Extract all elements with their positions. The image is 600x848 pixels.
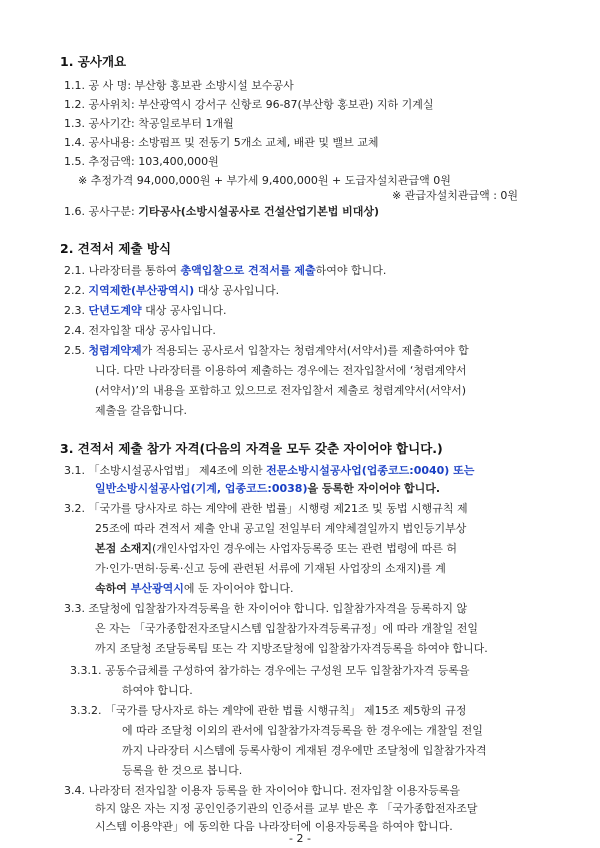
s2-line-4: 2.4. 전자입찰 대상 공사입니다. [64,324,216,337]
s3-2-line-4: 가·인가·면허·등록·신고 등에 관련된 서류에 기재된 사업장의 소재지)를 계 [95,562,446,575]
s2-l2-post: 대상 공사입니다. [194,284,280,297]
s2-line-7: (서약서)’의 내용을 포함하고 있으므로 전자입찰서 제출로 청렴계약서(서약서) [95,384,467,397]
s3-3-2-line-4: 등록을 한 것으로 봅니다. [122,764,243,777]
s1-category-label: 1.6. 공사구분: [64,205,139,218]
s1-line-gov-supply: ※ 관급자설치관급액 : 0원 [392,189,519,202]
s1-line-location: 1.2. 공사위치: 부산광역시 강서구 신항로 96-87(부산항 홍보관) 지하 기계실 [64,98,434,111]
s1-line-period: 1.3. 공사기간: 착공일로부터 1개월 [64,117,234,130]
s3-2-post: (개인사업자인 경우에는 사업자등록증 또는 관련 법령에 따른 허 [151,542,458,555]
s3-2-l5-emph: 부산광역시 [130,582,184,595]
s3-1-pre: 3.1. 「소방시설공사업법」 제4조에 의한 [64,464,267,477]
s2-l5-post: 가 적용되는 공사로서 입찰자는 청렴계약서(서약서)를 제출하여야 합 [141,344,469,357]
s3-2-line-2: 25조에 따라 견적서 제출 안내 공고일 전일부터 계약체결일까지 법인등기부상 [95,522,467,535]
s2-l5-pre: 2.5. [64,344,89,357]
s1-category-value: 기타공사(소방시설공사로 건설산업기본법 비대상) [138,205,380,218]
s3-3-1-line-2: 하여야 합니다. [122,684,193,697]
s1-line-content: 1.4. 공사내용: 소방펌프 및 전동기 5개소 교체, 배관 및 밸브 교체 [64,136,379,149]
s3-2-emph: 본점 소재지 [95,542,152,555]
s3-2-l5-pre: 속하여 [95,582,131,595]
s3-3-2-line-2: 에 따라 조달청 이외의 관서에 입찰참가자격등록을 한 경우에는 개찰일 전일 [122,724,483,737]
s2-l3-pre: 2.3. [64,304,89,317]
s2-l1-pre: 2.1. 나라장터를 통하여 [64,264,181,277]
s1-line-estimate: 1.5. 추정금액: 103,400,000원 [64,155,219,168]
s3-3-line-3: 까지 조달청 조달등록팀 또는 각 지방조달청에 입찰참가자격등록을 하여야 합니다. [95,642,488,655]
s3-2-line-1: 3.2. 「국가를 당사자로 하는 계약에 관한 법률」시행령 제21조 및 동법 시행규칙 제 [64,502,468,515]
section-3-title: 3. 견적서 제출 참가 자격(다음의 자격을 모두 갖춘 자이어야 합니다.) [60,441,443,456]
s3-2-l5-post: 에 둔 자이어야 합니다. [183,582,294,595]
s1-line-name: 1.1. 공 사 명: 부산항 홍보관 소방시설 보수공사 [64,79,294,92]
s3-4-line-3: 시스템 이용약관」에 동의한 다음 나라장터에 이용자등록을 하여야 합니다. [95,820,453,833]
s2-l1-emph: 총액입찰으로 견적서를 제출 [180,264,316,277]
s3-1-post: 을 등록한 자이어야 합니다. [307,482,441,495]
s1-line-category [64,205,379,219]
s3-1-emph-2: 일반소방시설공사업(기계, 업종코드:0038) [95,482,308,495]
s1-line-estimate-detail: ※ 추정가격 94,000,000원 + 부가세 9,400,000원 + 도급자설치관급액 0원 [78,174,451,187]
s3-1-line-1 [64,464,474,478]
s2-line-2 [64,284,279,298]
s2-line-6: 니다. 다만 나라장터를 이용하여 제출하는 경우에는 전자입찰서에 ‘청렴계약서 [95,364,467,377]
s3-3-2-line-1: 3.3.2. 「국가를 당사자로 하는 계약에 관한 법률 시행규칙」 제15조 제5항의 규정 [70,704,467,717]
s2-l2-emph: 지역제한(부산광역시) [88,284,195,297]
section-2-title: 2. 견적서 제출 방식 [60,241,172,256]
s2-line-3 [64,304,227,318]
s2-l2-pre: 2.2. [64,284,89,297]
s3-4-line-1: 3.4. 나라장터 전자입찰 이용자 등록을 한 자이어야 합니다. 전자입찰 이용자등록을 [64,784,460,797]
s3-1-line-2 [95,482,440,496]
s2-line-8: 제출을 갈음합니다. [95,404,188,417]
s3-2-line-5 [95,582,293,596]
s3-3-line-1: 3.3. 조달청에 입찰참가자격등록을 한 자이어야 합니다. 입찰참가자격을 등록하지 않 [64,602,468,615]
s3-3-2-line-3: 까지 나라장터 시스템에 등록사항이 게재된 경우에만 조달청에 입찰참가자격 [122,744,487,757]
s3-2-line-3 [95,542,457,556]
s2-line-1 [64,264,386,278]
s2-l5-emph: 청렴계약제 [88,344,142,357]
s2-l3-post: 대상 공사입니다. [141,304,227,317]
s3-4-line-2: 하지 않은 자는 지정 공인인증기관의 인증서를 교부 받은 후 「국가종합전자조달 [95,802,478,815]
section-1-title: 1. 공사개요 [60,54,127,69]
s3-3-line-2: 은 자는 「국가종합전자조달시스템 입찰참가자격등록규정」에 따라 개찰일 전일 [95,622,479,635]
s2-l1-post: 하여야 합니다. [315,264,387,277]
page-number: - 2 - [289,832,311,845]
s3-1-emph: 전문소방시설공사업(업종코드:0040) 또는 [266,464,475,477]
s2-line-5 [64,344,469,358]
s3-3-1-line-1: 3.3.1. 공동수급체를 구성하여 참가하는 경우에는 구성원 모두 입찰참가자격 등록을 [70,664,470,677]
s2-l3-emph: 단년도계약 [88,304,142,317]
